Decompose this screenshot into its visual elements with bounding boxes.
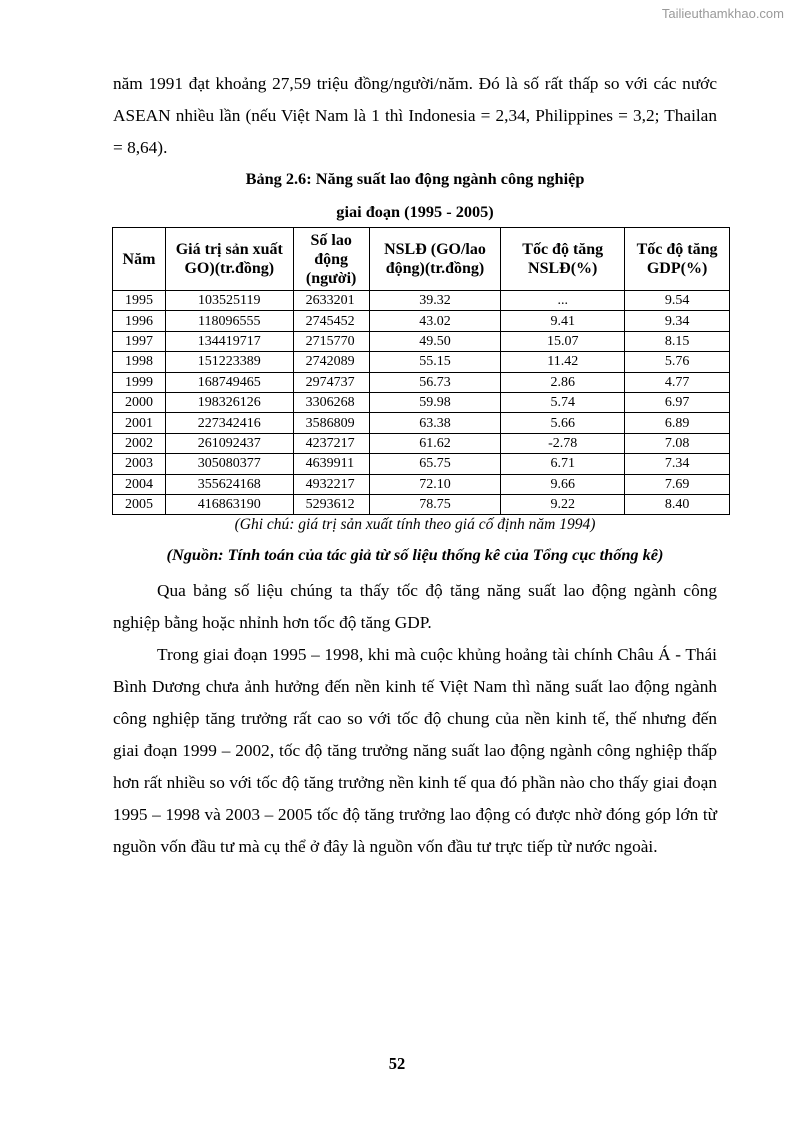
cell-workers: 3586809 bbox=[293, 413, 369, 433]
table-row bbox=[113, 291, 730, 311]
cell-workers: 2633201 bbox=[293, 291, 369, 311]
cell-output-value: 151223389 bbox=[165, 352, 293, 372]
table-row bbox=[113, 433, 730, 453]
table-row bbox=[113, 454, 730, 474]
cell-workers: 4237217 bbox=[293, 433, 369, 453]
table-row bbox=[113, 331, 730, 351]
cell-productivity: 56.73 bbox=[369, 372, 501, 392]
cell-productivity-growth: 5.66 bbox=[501, 413, 625, 433]
cell-productivity-growth: -2.78 bbox=[501, 433, 625, 453]
cell-productivity-growth: 9.22 bbox=[501, 494, 625, 514]
cell-productivity-growth: 15.07 bbox=[501, 331, 625, 351]
productivity-table bbox=[112, 227, 730, 515]
table-subtitle: giai đoạn (1995 - 2005) bbox=[336, 202, 494, 221]
cell-output-value: 355624168 bbox=[165, 474, 293, 494]
cell-workers: 4639911 bbox=[293, 454, 369, 474]
cell-output-value: 168749465 bbox=[165, 372, 293, 392]
cell-workers: 4932217 bbox=[293, 474, 369, 494]
cell-productivity-growth: 6.71 bbox=[501, 454, 625, 474]
table-header-row bbox=[113, 228, 730, 291]
cell-year: 1996 bbox=[113, 311, 166, 331]
col-header-year: Năm bbox=[113, 228, 166, 291]
cell-year: 2000 bbox=[113, 392, 166, 412]
cell-gdp-growth: 5.76 bbox=[625, 352, 730, 372]
cell-gdp-growth: 6.97 bbox=[625, 392, 730, 412]
cell-workers: 2974737 bbox=[293, 372, 369, 392]
table-note: (Ghi chú: giá trị sản xuất tính theo giá cố định năm 1994) bbox=[234, 516, 596, 534]
cell-gdp-growth: 7.34 bbox=[625, 454, 730, 474]
cell-output-value: 198326126 bbox=[165, 392, 293, 412]
cell-workers: 3306268 bbox=[293, 392, 369, 412]
cell-workers: 2745452 bbox=[293, 311, 369, 331]
cell-output-value: 103525119 bbox=[165, 291, 293, 311]
cell-productivity: 72.10 bbox=[369, 474, 501, 494]
col-header-output-value: Giá trị sản xuất GO)(tr.đồng) bbox=[165, 228, 293, 291]
cell-productivity: 63.38 bbox=[369, 413, 501, 433]
cell-gdp-growth: 7.08 bbox=[625, 433, 730, 453]
cell-productivity-growth: 2.86 bbox=[501, 372, 625, 392]
cell-productivity: 39.32 bbox=[369, 291, 501, 311]
cell-year: 1998 bbox=[113, 352, 166, 372]
cell-productivity: 65.75 bbox=[369, 454, 501, 474]
watermark: Tailieuthamkhao.com bbox=[661, 6, 784, 21]
table-row bbox=[113, 372, 730, 392]
cell-workers: 2742089 bbox=[293, 352, 369, 372]
cell-gdp-growth: 9.34 bbox=[625, 311, 730, 331]
cell-productivity-growth: 11.42 bbox=[501, 352, 625, 372]
cell-productivity-growth: 5.74 bbox=[501, 392, 625, 412]
cell-output-value: 261092437 bbox=[165, 433, 293, 453]
cell-productivity: 49.50 bbox=[369, 331, 501, 351]
cell-productivity: 43.02 bbox=[369, 311, 501, 331]
cell-year: 1997 bbox=[113, 331, 166, 351]
table-source: (Nguồn: Tính toán của tác giả từ số liệu thống kê của Tổng cục thống kê) bbox=[166, 545, 664, 565]
cell-gdp-growth: 6.89 bbox=[625, 413, 730, 433]
body-paragraph: Trong giai đoạn 1995 – 1998, khi mà cuộc khủng hoảng tài chính Châu Á - Thái Bình Dương chưa ảnh hưởng đến nền kinh tế Việt Nam thì năng suất lao động ngành công nghiệp tăng trưởng rất cao so với tốc độ chung của nền kinh tế, thế nhưng đến giai đoạn 1999 – 2002, tốc độ tăng trưởng năng suất lao động ngành công nghiệp thấp hơn rất nhiều so với tốc độ tăng trưởng nền kinh tế qua đó phần nào cho thấy giai đoạn 1995 – 1998 và 2003 – 2005 tốc độ tăng trưởng lao động có được nhờ đóng góp lớn từ nguồn vốn đầu tư mà cụ thể ở đây là nguồn vốn đầu tư trực tiếp từ nước ngoài. bbox=[113, 645, 717, 857]
col-header-workers: Số lao động (người) bbox=[293, 228, 369, 291]
cell-gdp-growth: 7.69 bbox=[625, 474, 730, 494]
cell-productivity: 55.15 bbox=[369, 352, 501, 372]
cell-productivity-growth: 9.66 bbox=[501, 474, 625, 494]
col-header-productivity: NSLĐ (GO/lao động)(tr.đồng) bbox=[369, 228, 501, 291]
cell-output-value: 227342416 bbox=[165, 413, 293, 433]
table-row bbox=[113, 392, 730, 412]
cell-output-value: 134419717 bbox=[165, 331, 293, 351]
cell-year: 1999 bbox=[113, 372, 166, 392]
table-row bbox=[113, 474, 730, 494]
page-number: 52 bbox=[388, 1054, 406, 1073]
cell-year: 1995 bbox=[113, 291, 166, 311]
table-row bbox=[113, 352, 730, 372]
cell-productivity-growth: 9.41 bbox=[501, 311, 625, 331]
cell-workers: 2715770 bbox=[293, 331, 369, 351]
table-row bbox=[113, 413, 730, 433]
body-paragraph: Qua bảng số liệu chúng ta thấy tốc độ tăng năng suất lao động ngành công nghiệp bằng hoặc nhỉnh hơn tốc độ tăng GDP. bbox=[113, 581, 717, 633]
intro-paragraph: năm 1991 đạt khoảng 27,59 triệu đồng/người/năm. Đó là số rất thấp so với các nước ASEAN nhiều lần (nếu Việt Nam là 1 thì Indonesia = 2,34, Philippines = 3,2; Thailan = 8,64). bbox=[113, 74, 717, 157]
cell-gdp-growth: 4.77 bbox=[625, 372, 730, 392]
table-row bbox=[113, 494, 730, 514]
cell-productivity-growth: ... bbox=[501, 291, 625, 311]
cell-gdp-growth: 8.15 bbox=[625, 331, 730, 351]
table-row bbox=[113, 311, 730, 331]
cell-output-value: 305080377 bbox=[165, 454, 293, 474]
cell-year: 2004 bbox=[113, 474, 166, 494]
cell-workers: 5293612 bbox=[293, 494, 369, 514]
cell-year: 2003 bbox=[113, 454, 166, 474]
cell-productivity: 78.75 bbox=[369, 494, 501, 514]
table-title: Bảng 2.6: Năng suất lao động ngành công nghiệp bbox=[245, 169, 585, 188]
cell-year: 2001 bbox=[113, 413, 166, 433]
cell-output-value: 416863190 bbox=[165, 494, 293, 514]
col-header-productivity-growth: Tốc độ tăng NSLĐ(%) bbox=[501, 228, 625, 291]
page-content bbox=[113, 68, 717, 863]
cell-year: 2005 bbox=[113, 494, 166, 514]
cell-gdp-growth: 8.40 bbox=[625, 494, 730, 514]
cell-productivity: 61.62 bbox=[369, 433, 501, 453]
cell-gdp-growth: 9.54 bbox=[625, 291, 730, 311]
col-header-gdp-growth: Tốc độ tăng GDP(%) bbox=[625, 228, 730, 291]
cell-output-value: 118096555 bbox=[165, 311, 293, 331]
cell-productivity: 59.98 bbox=[369, 392, 501, 412]
cell-year: 2002 bbox=[113, 433, 166, 453]
